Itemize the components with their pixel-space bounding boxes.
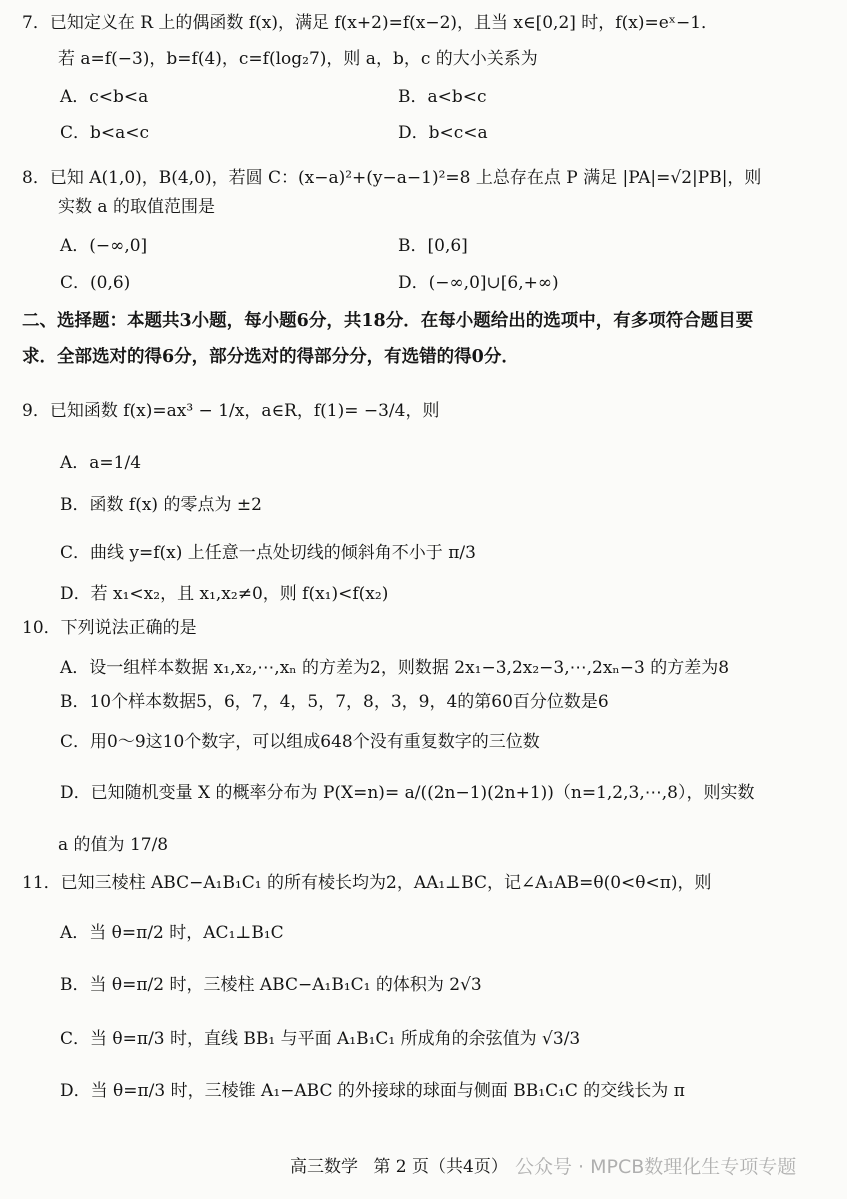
q11-option-d: D．当 θ=π/3 时，三棱锥 A₁−ABC 的外接球的球面与侧面 BB₁C₁C 的交线长为 π: [60, 1081, 685, 1101]
footer-subject: 高三数学: [290, 1157, 358, 1177]
q9-option-b: B．函数 f(x) 的零点为 ±2: [60, 495, 262, 515]
q7-option-c: C．b<a<c: [60, 123, 150, 143]
section2-heading-line2: 求．全部选对的得6分，部分选对的得部分分，有选错的得0分．: [22, 347, 519, 367]
q11-option-a: A．当 θ=π/2 时，AC₁⊥B₁C: [60, 923, 284, 943]
q7-option-b: B．a<b<c: [398, 87, 487, 107]
q10-option-d: D．已知随机变量 X 的概率分布为 P(X=n)= a/((2n−1)(2n+1))（n=1,2,3,⋯,8），则实数: [60, 783, 755, 803]
page-footer: [290, 1152, 518, 1177]
q7-option-d: D．b<c<a: [398, 123, 488, 143]
watermark-text: 公众号 · MPCB数理化生专项专题: [515, 1156, 797, 1178]
q9-option-d: D．若 x₁<x₂，且 x₁,x₂≠0，则 f(x₁)<f(x₂): [60, 584, 389, 604]
q10-option-a: A．设一组样本数据 x₁,x₂,⋯,xₙ 的方差为2，则数据 2x₁−3,2x₂−3,⋯,2xₙ−3 的方差为8: [60, 658, 730, 678]
footer-page-number: 第 2 页（共4页）: [373, 1157, 508, 1177]
q8-option-a: A．(−∞,0]: [60, 236, 148, 256]
section2-heading-line1: 二、选择题：本题共3小题，每小题6分，共18分．在每小题给出的选项中，有多项符合题目要: [22, 311, 754, 331]
q9-stem: 9．已知函数 f(x)=ax³ − 1/x，a∈R，f(1)= −3/4，则: [22, 401, 440, 421]
q10-option-c: C．用0～9这10个数字，可以组成648个没有重复数字的三位数: [60, 732, 540, 752]
q7-option-a: A．c<b<a: [60, 87, 149, 107]
q10-option-b: B．10个样本数据5，6，7，4，5，7，8，3，9，4的第60百分位数是6: [60, 692, 609, 712]
q7-stem-line2: 若 a=f(−3)，b=f(4)，c=f(log₂7)，则 a，b，c 的大小关系为: [58, 49, 538, 69]
q11-option-c: C．当 θ=π/3 时，直线 BB₁ 与平面 A₁B₁C₁ 所成角的余弦值为 √3/3: [60, 1029, 581, 1049]
q11-option-b: B．当 θ=π/2 时，三棱柱 ABC−A₁B₁C₁ 的体积为 2√3: [60, 975, 482, 995]
q8-option-d: D．(−∞,0]∪[6,+∞): [398, 273, 559, 293]
q8-stem-line1: 8．已知 A(1,0)，B(4,0)，若圆 C：(x−a)²+(y−a−1)²=8 上总存在点 P 满足 |PA|=√2|PB|，则: [22, 168, 762, 188]
q9-option-a: A．a=1/4: [60, 453, 142, 473]
q8-option-c: C．(0,6): [60, 273, 131, 293]
q9-option-c: C．曲线 y=f(x) 上任意一点处切线的倾斜角不小于 π/3: [60, 543, 476, 563]
q10-stem: 10．下列说法正确的是: [22, 618, 197, 638]
q8-stem-line2: 实数 a 的取值范围是: [58, 197, 215, 217]
q8-option-b: B．[0,6]: [398, 236, 468, 256]
q7-stem-line1: 7．已知定义在 R 上的偶函数 f(x)，满足 f(x+2)=f(x−2)，且当 x∈[0,2] 时，f(x)=eˣ−1．: [22, 13, 719, 33]
q11-stem: 11．已知三棱柱 ABC−A₁B₁C₁ 的所有棱长均为2，AA₁⊥BC，记∠A₁AB=θ(0<θ<π)，则: [22, 873, 712, 893]
q10-option-d-continued: a 的值为 17/8: [58, 835, 169, 855]
